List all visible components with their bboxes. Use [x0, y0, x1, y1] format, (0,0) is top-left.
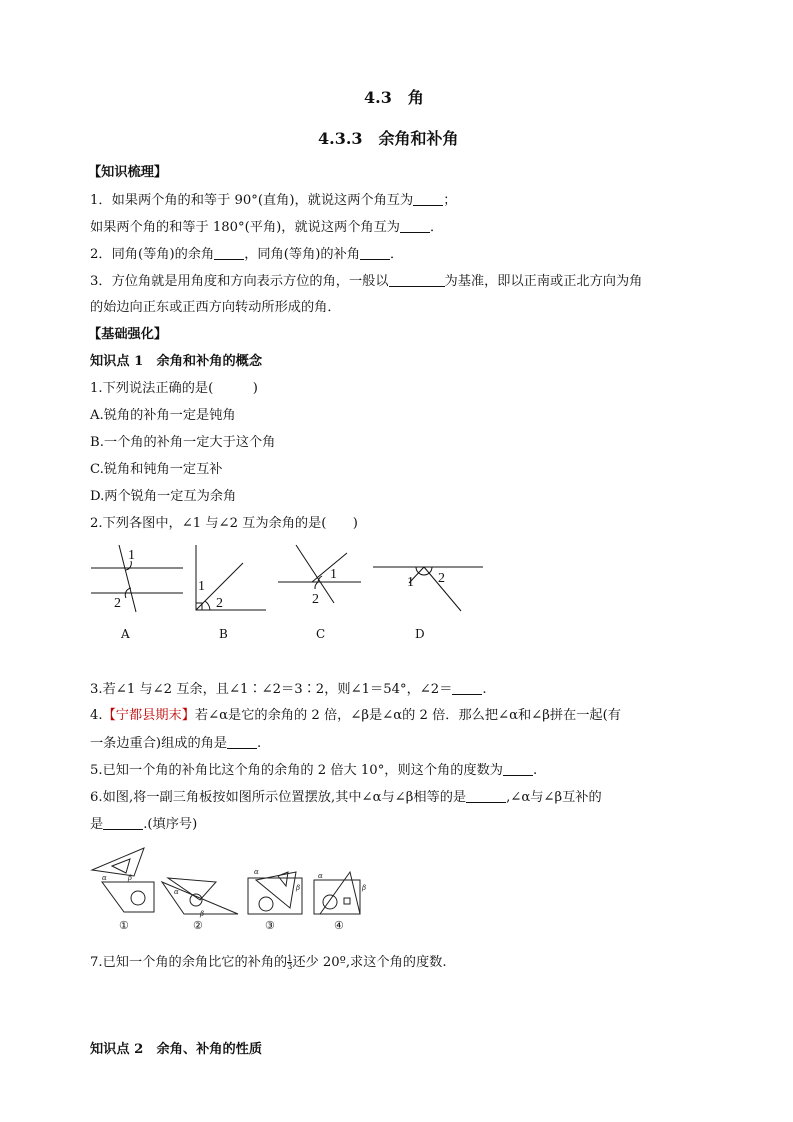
knowledge-heading: 【知识梳理】 — [88, 165, 168, 180]
question-4-cont — [90, 736, 261, 750]
question-4 — [90, 709, 621, 722]
q2-label-1: 1 — [330, 567, 337, 582]
question-3-text: 3.若∠1 与∠2 互余，且∠1∶∠2＝3∶2，则∠1＝54°，∠2＝ — [90, 682, 453, 697]
source-tag: 【宁都县期末】 — [102, 708, 195, 723]
knowledge-line-3b: 为基准，即以正南或正北方向为角 — [444, 274, 643, 289]
q2-label-2: 2 — [216, 596, 223, 611]
q2-label-2: 2 — [114, 596, 121, 611]
knowledge-point-1: 知识点 1 余角和补角的概念 — [90, 354, 263, 369]
answer-blank[interactable] — [227, 736, 257, 749]
question-6-text-3: 是 — [90, 817, 104, 832]
question-5-text: 5.已知一个角的补角比这个角的余角的 2 倍大 10°，则这个角的度数为 — [90, 763, 503, 778]
question-6-text: 6.如图,将一副三角板按如图所示位置摆放,其中∠α与∠β相等的是 — [90, 790, 467, 805]
angle-figures-q2 — [86, 540, 496, 620]
q6-beta: β — [362, 884, 367, 892]
q6-alpha: α — [174, 888, 179, 896]
figure-caption-b: B — [219, 627, 228, 641]
question-5 — [90, 763, 537, 777]
punct: . — [482, 682, 487, 697]
fraction-denominator: 3 — [287, 962, 293, 971]
option-b: B.一个角的补角一定大于这个角 — [90, 435, 276, 450]
answer-blank[interactable] — [214, 247, 244, 260]
question-6-text-4: .(填序号) — [143, 817, 198, 832]
option-d: D.两个锐角一定互为余角 — [90, 489, 237, 504]
answer-blank[interactable] — [413, 193, 443, 206]
answer-blank[interactable] — [503, 763, 533, 776]
q2-label-1: 1 — [198, 579, 205, 594]
section-title: 4.3 角 — [364, 88, 424, 107]
question-6-cont — [90, 817, 197, 831]
knowledge-line-3c: 的始边向正东或正西方向转动所形成的角． — [90, 300, 341, 315]
q6-beta: β — [200, 910, 205, 918]
figure-caption-d: D — [415, 627, 425, 641]
q6-alpha: α — [102, 874, 107, 882]
punct: . — [257, 736, 262, 751]
question-4-text-2: 一条边重合)组成的角是 — [90, 736, 228, 751]
answer-blank[interactable] — [360, 247, 390, 260]
punct: ． — [430, 220, 444, 235]
q6-beta: β — [128, 874, 133, 882]
option-a: A.锐角的补角一定是钝角 — [90, 408, 236, 423]
answer-blank[interactable] — [389, 274, 445, 287]
answer-blank[interactable] — [466, 790, 506, 803]
q2-label-1: 1 — [407, 575, 414, 590]
knowledge-line-2a: 2．同角(等角)的余角 — [90, 247, 215, 262]
question-1: 1.下列说法正确的是( ) — [90, 381, 258, 396]
question-7-text-2: 还少 20º,求这个角的度数. — [292, 955, 447, 970]
punct: ． — [389, 247, 404, 262]
question-4-text: 若∠α是它的余角的 2 倍，∠β是∠α的 2 倍．那么把∠α和∠β拼在一起(有 — [194, 708, 621, 723]
answer-blank[interactable] — [400, 220, 430, 233]
knowledge-line-3a: 3．方位角就是用角度和方向表示方位的角，一般以 — [90, 274, 389, 289]
figure-caption-3: ③ — [265, 919, 275, 932]
knowledge-line-2 — [90, 247, 403, 261]
answer-blank[interactable] — [103, 817, 143, 830]
punct: . — [532, 763, 538, 778]
q2-label-2: 2 — [438, 571, 445, 586]
question-6-text-2: ,∠α与∠β互补的 — [506, 790, 602, 805]
answer-blank[interactable] — [452, 682, 482, 695]
fraction-numerator: 1 — [287, 954, 293, 963]
knowledge-line-1b — [90, 220, 443, 234]
knowledge-line-2b: ，同角(等角)的补角 — [244, 247, 360, 262]
question-7 — [90, 955, 447, 970]
question-2: 2.下列各图中，∠1 与∠2 互为余角的是( ) — [90, 516, 358, 531]
q6-beta: β — [296, 884, 301, 892]
knowledge-point-2: 知识点 2 余角、补角的性质 — [90, 1042, 263, 1057]
q6-alpha: α — [318, 872, 323, 880]
subsection-title: 4.3.3 余角和补角 — [318, 129, 459, 148]
knowledge-line-3 — [90, 274, 642, 288]
basic-heading: 【基础强化】 — [88, 327, 168, 342]
figure-caption-2: ② — [193, 919, 203, 932]
knowledge-line-1a — [90, 193, 456, 207]
option-c: C.锐角和钝角一定互补 — [90, 462, 223, 477]
q2-label-1: 1 — [128, 548, 135, 563]
punct: ； — [443, 193, 457, 208]
q2-label-2: 2 — [312, 592, 319, 607]
question-7-text: 7.已知一个角的余角比它的补角的 — [90, 955, 288, 970]
figure-caption-a: A — [121, 627, 130, 641]
question-3 — [90, 682, 487, 696]
knowledge-line-1a-text: 1．如果两个角的和等于 90°(直角)，就说这两个角互为 — [90, 193, 414, 208]
question-6 — [90, 790, 602, 804]
figure-caption-1: ① — [119, 919, 129, 932]
knowledge-line-1b-text: 如果两个角的和等于 180°(平角)，就说这两个角互为 — [90, 220, 400, 235]
figure-caption-4: ④ — [334, 919, 344, 932]
q6-alpha: α — [254, 868, 259, 876]
question-4-number: 4. — [90, 708, 103, 723]
figure-caption-c: C — [316, 627, 326, 641]
